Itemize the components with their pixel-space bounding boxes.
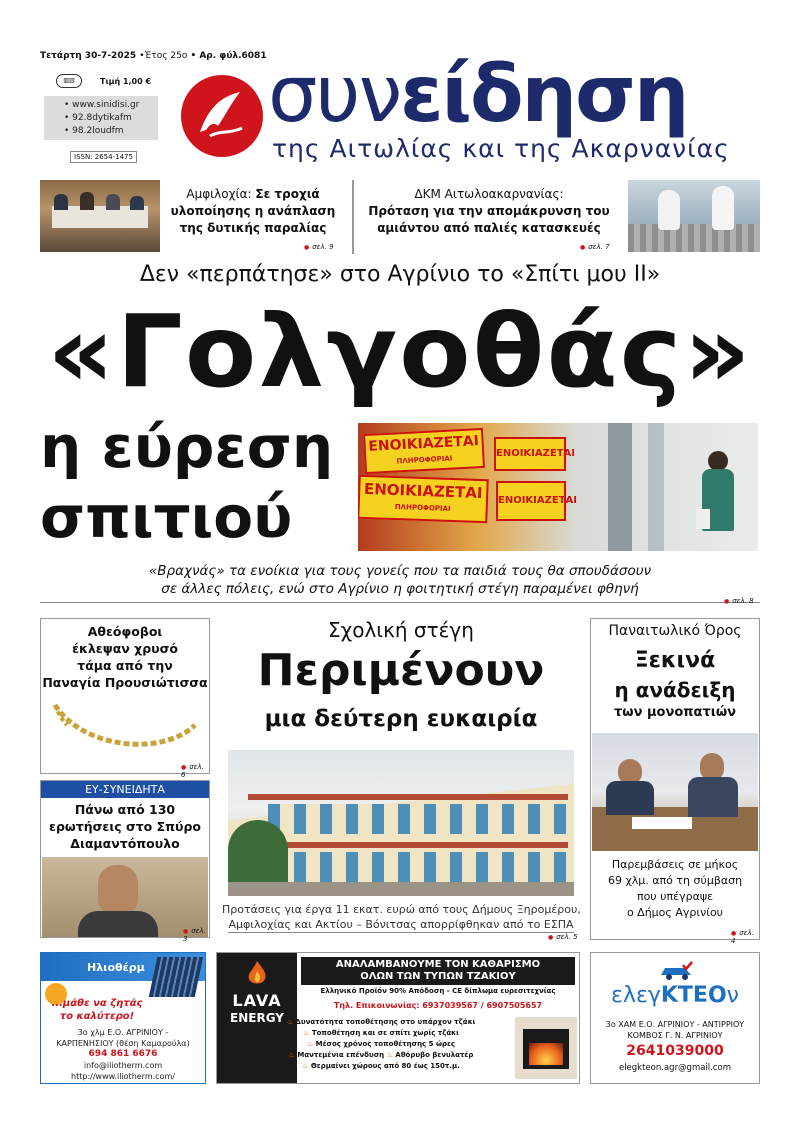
flame-icon: ♨ [286,1018,293,1026]
teaser-text [362,186,616,237]
story-title-3: Διαμαντόπουλο [70,836,180,851]
page-ref: ● σελ. 6 [181,763,209,779]
story-title-1: Πάνω από 130 [74,802,176,817]
ad-logo [591,983,759,1008]
center-kicker: Σχολική στέγη [328,618,474,642]
price: Τιμή 1,00 € [100,77,152,86]
for-rent-signs-photo [358,423,758,551]
brand-second: είδηση [400,50,688,140]
flame-icon: ♨ [306,1040,314,1048]
ad-address-1: 3ο χλμ Ε.Ο. ΑΓΡΙΝΙΟΥ - [77,1028,169,1037]
rent-sign-text: ΕΝΟΙΚΙΑΖΕΤΑΙ [498,495,577,506]
ad-logo-line-2: ENERGY [230,1011,284,1025]
ad-website[interactable]: http://www.iliotherm.com/ [71,1072,175,1081]
rent-sign-sub: ΠΛΗΡΟΦΟΡΙΑΙ [396,454,453,466]
lead-deck-line-2: σε άλλες πόλεις, ενώ στο Αγρίνιο η φοιτητική στέγη παραμένει φθηνή [161,581,639,597]
ad-address-2: ΚΑΡΠΕΝΗΣΙΟΥ (θέση Καμαρούλα) [56,1039,190,1048]
ad-contact[interactable]: Τηλ. Επικοινωνίας: 6937039567 / 6907505657 [333,1001,543,1010]
story-title [41,801,209,852]
ad-address [41,1027,205,1082]
teaser-kicker: Αμφιλοχία: [186,187,252,201]
year: •Έτος 25ο [139,51,188,61]
rent-sign-text: ΕΝΟΙΚΙΑΖΕΤΑΙ [496,448,575,459]
page-ref: ● σελ. 7 [580,243,610,251]
ad-lava-energy[interactable] [216,952,580,1084]
lead-headline: «Γολγοθάς» [47,293,753,410]
rent-sign [496,481,577,521]
ad-headline-1: ΑΝΑΛΑΜΒΑΝΟΥΜΕ ΤΟΝ ΚΑΘΑΡΙΣΜΟ [335,959,541,970]
page-ref: ● σελ. 5 [548,933,578,941]
ad-slogan [41,997,153,1023]
story-title [41,623,209,691]
ad-slogan-2: το καλύτερο! [59,1011,135,1022]
ad-logo-part-3: ν [726,983,739,1008]
pen-logo-icon [180,74,264,158]
story-text-4: ο Δήμος Αγρινίου [626,906,724,919]
meeting-photo [40,180,160,252]
ad-headline [301,957,575,985]
rent-sign-text: ΕΝΟΙΚΙΑΖΕΤΑΙ [363,479,483,503]
ad-product-note: Ελληνικό Προϊόν 90% Απόδοση - CE δίπλωμα ευρεσιτεχνίας [320,987,556,995]
ad-email[interactable]: elegkteon.agr@gmail.com [618,1063,732,1073]
teaser-title-a: Σε τροχιά [255,187,320,201]
flame-icon: ♨ [302,1062,309,1070]
rent-sign [358,475,489,524]
teaser-title-b: αμιάντου από παλιές κατασκευές [377,221,601,235]
ad-address-2: ΚΟΜΒΟΣ Γ. Ν. ΑΓΡΙΝΙΟΥ [627,1031,723,1040]
ad-feature-list [251,1017,511,1072]
story-head-3: των μονοπατιών [614,705,736,720]
radio-link-1[interactable]: • 92.8dytikafm [64,113,132,123]
brand-subtitle: της Αιτωλίας και της Ακαρνανίας [272,134,730,163]
story-title-3: τάμα από την [77,658,173,673]
story-text-3: που υπέγραψε [636,890,714,903]
caption-line-1: Προτάσεις για έργα 11 εκατ. ευρώ από τους Δήμους Ξηρομέρου, [222,903,581,916]
center-subhead: μια δεύτερη ευκαιρία [264,706,538,732]
brand-first: συν [268,50,401,140]
page-ref: ● σελ. 4 [731,929,759,945]
story-questions[interactable] [40,780,210,943]
issn: ISSN: 2654-1475 [70,151,137,163]
flame-icon: ♨ [288,1051,295,1059]
story-title-4: Παναγία Προυσιώτισσα [42,675,208,690]
story-head-2: η ανάδειξη [614,678,736,702]
ad-phone[interactable]: 2641039000 [626,1043,724,1059]
story-title-2: ερωτήσεις στο Σπύρο [48,819,202,834]
ad-feature: ♨ Θερμαίνει χώρους από 80 έως 150τ.μ. [302,1062,460,1070]
fireplace-photo [515,1017,577,1079]
ad-feature: ♨ Δυνατότητα τοποθέτησης στο υπάρχον τζάκι [286,1018,476,1026]
ad-feature: ♨ Τοποθέτηση και σε σπίτι χωρίς τζάκι [303,1029,459,1037]
ad-logo-line-1: LAVA [232,991,282,1010]
lead-line-2: η εύρεση [40,413,334,481]
issue-number: • Αρ. φύλ.6081 [190,51,267,61]
page-ref: ● σελ. 3 [183,927,209,943]
divider [352,180,354,254]
ad-feature: ♨ Μέσος χρόνος τοποθέτησης 5 ώρες [306,1040,456,1048]
caption-line-2: Αμφιλοχίας και Ακτίου – Βόνιτσας απορρίφθηκαν από το ΕΣΠΑ [228,918,574,931]
section-label: ΕΥ-ΣΥΝΕΙΔΗΤΑ [41,781,209,798]
page-ref: ● σελ. 8 [724,597,754,605]
lead-line-3: σπιτιού [40,483,293,551]
brand-name [268,50,687,140]
story-trails[interactable] [590,618,760,945]
gold-chain-photo [45,691,205,759]
flame-icon [245,959,269,987]
portrait-photo [42,857,208,937]
ad-headline-2: ΟΛΩΝ ΤΩΝ ΤΥΠΩΝ ΤΖΑΚΙΟΥ [360,971,516,982]
page-ref: ● σελ. 9 [304,243,334,251]
center-headline: Περιμένουν [257,645,545,696]
car-check-icon [659,961,695,981]
asbestos-workers-photo [628,180,760,252]
date: Τετάρτη 30-7-2025 [40,51,137,61]
ad-slogan-1: ...μάθε να ζητάς [51,998,143,1009]
rent-sign-text: ΕΝΟΙΚΙΑΖΕΤΑΙ [367,433,480,455]
story-text [591,857,759,921]
ad-phone[interactable]: 694 861 6676 [88,1049,158,1059]
school-building-photo [228,750,574,896]
lead-deck [100,562,700,598]
dateline [40,51,267,61]
ad-email[interactable]: info@iliotherm.com [83,1061,163,1070]
teaser-kicker: ΔΚΜ Αιτωλοακαρνανίας: [414,187,564,201]
rent-sign [494,437,575,471]
teaser-title-b: υλοποίησης η ανάπλαση [170,204,336,218]
ad-feature: ♨ Μαντεμένια επένδυση ♨ Αθόρυβο βενυλατέρ [288,1051,474,1059]
barcode-icon: ▥▥ [56,74,82,88]
website-link[interactable]: • www.sinidisi.gr [64,100,140,110]
story-text-2: 69 χλμ. από τη σύμβαση [607,874,743,887]
ad-address-1: 3ο ΧΑΜ Ε.Ο. ΑΓΡΙΝΙΟΥ - ΑΝΤΙΡΡΙΟΥ [605,1020,745,1029]
lead-deck-line-1: «Βραχνάς» τα ενοίκια για τους γονείς που τα παιδιά τους θα σπουδάσουν [148,563,652,579]
ad-brand: Ηλιοθέρμ [87,961,145,974]
ad-elegkteon[interactable] [590,952,760,1084]
center-caption [222,902,580,932]
story-head-1: Ξεκινά [634,648,716,673]
story-gold-theft[interactable] [40,618,210,779]
teaser-title-c: της δυτικής παραλίας [179,221,327,235]
ad-logo-part-2: ΚΤΕΟ [660,983,727,1008]
story-title-2: έκλεψαν χρυσό [72,641,178,656]
ad-address [591,1019,759,1041]
story-title-1: Αθεόφοβοι [87,624,163,639]
ad-iliotherm[interactable] [40,952,206,1084]
rent-sign [363,428,485,474]
radio-link-2[interactable]: • 98.2loudfm [64,126,124,136]
rule [228,932,574,933]
story-kicker: Παναιτωλικό Όρος [608,623,742,639]
story-text-1: Παρεμβάσεις σε μήκος [611,858,739,871]
lead-kicker: Δεν «περπάτησε» στο Αγρίνιο το «Σπίτι μου ΙΙ» [139,262,661,287]
flame-icon: ♨ [303,1029,310,1037]
teaser-text [166,186,340,237]
rule [40,602,760,603]
ad-logo-part-1: ελεγ [611,983,661,1008]
teaser-title-a: Πρόταση για την απομάκρυνση του [368,204,610,218]
web-links [44,96,158,140]
rent-sign-sub: ΠΛΗΡΟΦΟΡΙΑΙ [394,503,451,513]
signing-photo [592,733,758,851]
solar-panel-icon [149,957,204,997]
